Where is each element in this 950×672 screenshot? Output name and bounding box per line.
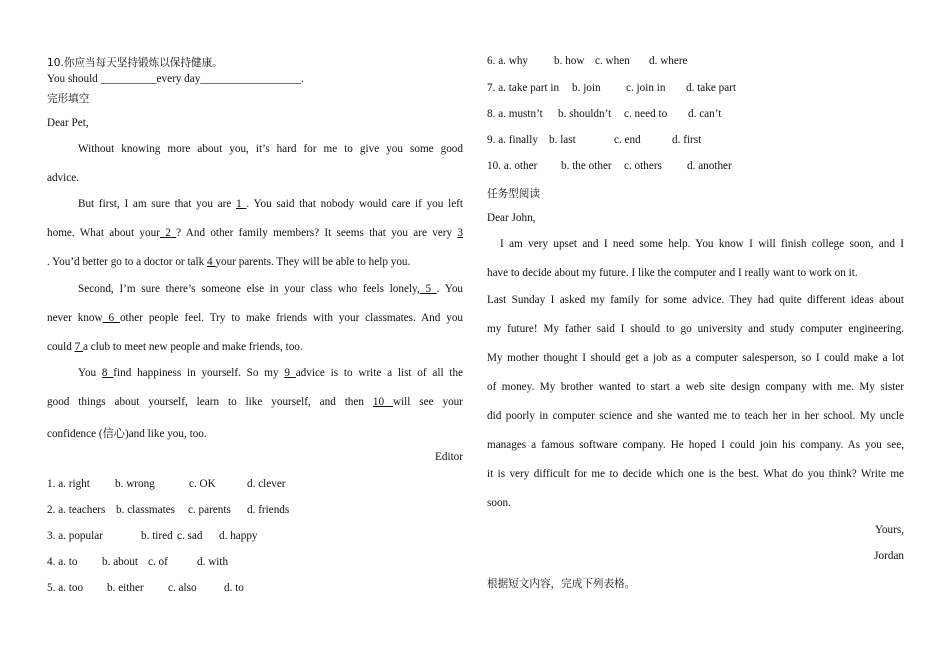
paragraph-2-line-3: . You’d better go to a doctor or talk 4 your parents. They will be able to help you. <box>47 256 411 268</box>
blank-6: 6 <box>102 312 120 324</box>
blank-10: 10 <box>372 396 393 408</box>
task-reading-heading: 任务型阅读 <box>487 188 540 200</box>
paragraph-2-line-2: home. What about your 2 ? And other family members? It seems that you are very 3 <box>47 227 464 239</box>
letter-line-8: manages a famous software company. He hoped I could join his company. As you see, <box>487 439 904 451</box>
letter-line-9: it is very difficult for me to decide which one is the best. What do you think? Write me <box>487 468 904 480</box>
paragraph-3-line-2: never know 6 other people feel. Try to make friends with your classmates. And you <box>47 312 464 324</box>
blank-7: 7 <box>74 341 84 353</box>
paragraph-4-line-1: You 8 find happiness in yourself. So my 9 advice is to write a list of all the <box>78 367 464 379</box>
blank-9: 9 <box>284 367 296 379</box>
paragraph-2-line-1: But first, I am sure that you are 1 . You said that nobody would care if you left <box>78 198 464 210</box>
letter-salutation-john: Dear John, <box>487 212 536 224</box>
paragraph-4-line-3: confidence (信心)and like you, too. <box>47 428 207 440</box>
cloze-section-heading: 完形填空 <box>47 93 90 105</box>
table-instruction: 根据短文内容，完成下列表格。 <box>487 578 636 590</box>
letter-line-7: did poorly in computer science and she wanted me to teach her in her school. My uncle <box>487 410 904 422</box>
blank-1: 1 <box>236 198 247 210</box>
letter-line-5: My mother thought I should get a job as a computer salesperson, so I could make a lot <box>487 352 904 364</box>
letter-line-6: of money. My brother wanted to start a web site design company with me. My sister <box>487 381 904 393</box>
letter-line-10: soon. <box>487 497 511 509</box>
letter-line-1: I am very upset and I need some help. You know I will finish college soon, and I <box>500 238 904 250</box>
blank-4: 4 <box>207 256 216 268</box>
question-10-chinese: 10.你应当每天坚持锻炼以保持健康。 <box>47 57 223 69</box>
paragraph-1-line-1: Without knowing more about you, it’s hard for me to give you some good <box>78 143 463 155</box>
letter-line-3: Last Sunday I asked my family for some advice. They had quite different ideas about <box>487 294 904 306</box>
letter-signature: Jordan <box>874 550 904 562</box>
letter-closing: Yours, <box>874 524 904 536</box>
paragraph-1-line-2: advice. <box>47 172 79 184</box>
paragraph-4-line-2: good things about yourself, learn to like yourself, and then 10 will see your <box>47 396 464 408</box>
blank-5: 5 <box>419 283 437 295</box>
paragraph-3-line-3: could 7 a club to meet new people and make friends, too. <box>47 341 303 353</box>
blank-8: 8 <box>101 367 114 379</box>
letter-line-4: my future! My father said I should to go university and study computer engineering. <box>487 323 904 335</box>
letter-line-2: have to decide about my future. I like the computer and I really want to work on it. <box>487 267 858 279</box>
question-10-english: You should __________every day__________________. <box>47 73 304 85</box>
letter-salutation: Dear Pet, <box>47 117 89 129</box>
letter-signoff: Editor <box>435 451 463 463</box>
blank-2: 2 <box>159 227 177 239</box>
paragraph-3-line-1: Second, I’m sure there’s someone else in your class who feels lonely, 5 . You <box>78 283 464 295</box>
blank-3: 3 <box>457 227 464 239</box>
